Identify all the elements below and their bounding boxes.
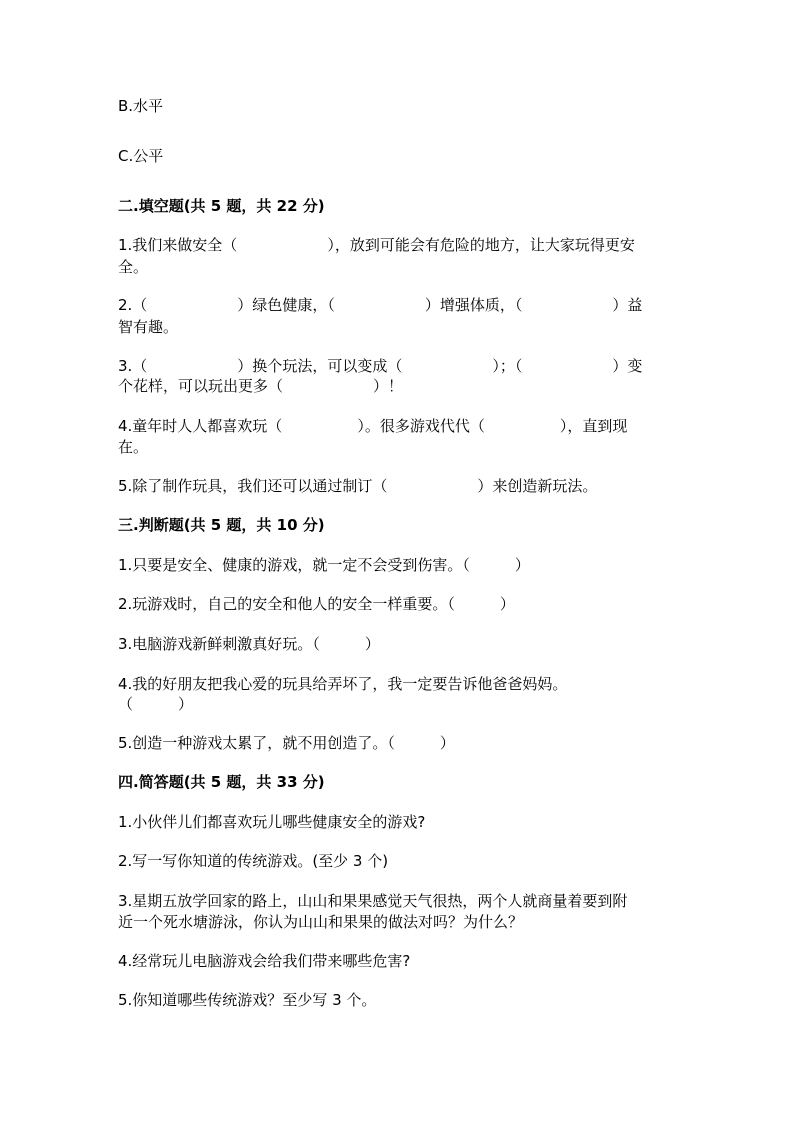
fill-question-1-line-2: 全。 bbox=[118, 258, 149, 276]
fill-question-4-line-1: 4.童年时人人都喜欢玩（ ）。很多游戏代代（ ），直到现 bbox=[118, 417, 628, 435]
fill-question-2-line-2: 智有趣。 bbox=[118, 318, 179, 336]
section-heading-judge: 三.判断题(共 5 题，共 10 分) bbox=[118, 516, 325, 534]
judge-question-4-line-1: 4.我的好朋友把我心爱的玩具给弄坏了，我一定要告诉他爸爸妈妈。 bbox=[118, 675, 568, 693]
short-question-1: 1.小伙伴儿们都喜欢玩儿哪些健康安全的游戏? bbox=[118, 813, 426, 831]
option-c: C.公平 bbox=[118, 147, 164, 165]
section-heading-fill-in: 二.填空题(共 5 题，共 22 分) bbox=[118, 197, 325, 215]
option-b: B.水平 bbox=[118, 97, 164, 115]
fill-question-3-line-1: 3.（ ）换个玩法，可以变成（ ）；（ ）变 bbox=[118, 357, 643, 375]
short-question-2: 2.写一写你知道的传统游戏。(至少 3 个) bbox=[118, 852, 389, 870]
judge-question-4-line-2: （ ） bbox=[118, 695, 194, 713]
short-question-5: 5.你知道哪些传统游戏？至少写 3 个。 bbox=[118, 991, 377, 1009]
fill-question-4-line-2: 在。 bbox=[118, 438, 149, 456]
short-question-3-line-1: 3.星期五放学回家的路上，山山和果果感觉天气很热，两个人就商量着要到附 bbox=[118, 892, 628, 910]
section-heading-short-answer: 四.简答题(共 5 题，共 33 分) bbox=[118, 773, 325, 791]
judge-question-1: 1.只要是安全、健康的游戏，就一定不会受到伤害。（ ） bbox=[118, 556, 530, 574]
judge-question-5: 5.创造一种游戏太累了，就不用创造了。（ ） bbox=[118, 734, 455, 752]
short-question-3-line-2: 近一个死水塘游泳，你认为山山和果果的做法对吗？为什么？ bbox=[118, 913, 524, 931]
judge-question-3: 3.电脑游戏新鲜刺激真好玩。（ ） bbox=[118, 635, 380, 653]
short-question-4: 4.经常玩儿电脑游戏会给我们带来哪些危害? bbox=[118, 952, 411, 970]
fill-question-2-line-1: 2.（ ）绿色健康，（ ）增强体质，（ ）益 bbox=[118, 296, 643, 314]
fill-question-1-line-1: 1.我们来做安全（ ），放到可能会有危险的地方，让大家玩得更安 bbox=[118, 236, 635, 254]
fill-question-5: 5.除了制作玩具，我们还可以通过制订（ ）来创造新玩法。 bbox=[118, 477, 598, 495]
fill-question-3-line-2: 个花样，可以玩出更多（ ）！ bbox=[118, 377, 404, 395]
judge-question-2: 2.玩游戏时，自己的安全和他人的安全一样重要。（ ） bbox=[118, 595, 515, 613]
